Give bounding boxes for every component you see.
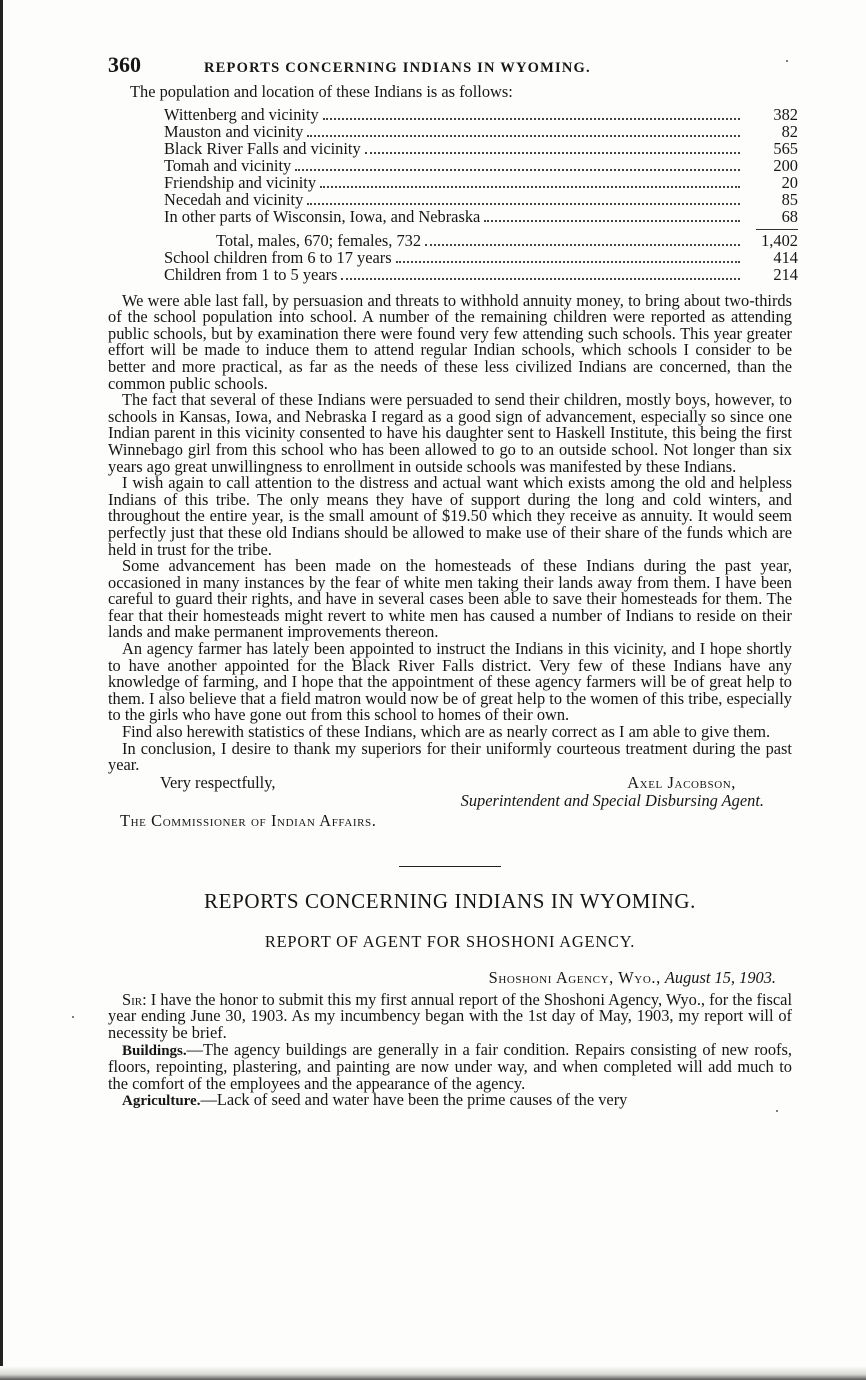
- row-label: In other parts of Wisconsin, Iowa, and Nebraska: [164, 206, 481, 226]
- row-value: 214: [773, 264, 798, 284]
- closing-salutation: Very respectfully,: [160, 772, 276, 792]
- running-head: [108, 52, 792, 84]
- dot-leader: [396, 261, 740, 263]
- row-value: 68: [781, 206, 798, 226]
- row-label: Black River Falls and vicinity: [164, 138, 361, 158]
- agriculture-text: —Lack of seed and water have been the prime causes of the very: [200, 1090, 628, 1110]
- buildings-heading: Buildings.: [122, 1042, 187, 1059]
- row-label: Mauston and vicinity: [164, 121, 304, 141]
- section-title: REPORTS CONCERNING INDIANS IN WYOMING.: [204, 888, 696, 913]
- signer-name: Axel Jacobson,: [627, 772, 736, 792]
- row-label: School children from 6 to 17 years: [164, 247, 392, 267]
- report-title: REPORT OF AGENT FOR SHOSHONI AGENCY.: [264, 931, 636, 951]
- paragraph: Find also herewith statistics of these Indians, which are as nearly correct as I am able to give them.: [122, 722, 771, 742]
- section-divider: [399, 866, 501, 867]
- row-value: 565: [773, 138, 798, 158]
- total-value: 1,402: [761, 230, 798, 250]
- row-value: 82: [781, 121, 798, 141]
- addressee: The Commissioner of Indian Affairs.: [120, 810, 377, 830]
- dot-leader: [365, 152, 740, 154]
- population-intro: The population and location of these Indians is as follows:: [130, 82, 513, 101]
- paragraph: Some advancement has been made on the homesteads of these Indians during the past year, occasioned in many instances by the fear of white men taking their lands away from them. I have been careful to guard their rights, and have in several cases been able to save their homesteads for them. The fear that their homesteads might revert to white men has caused a number of Indians to reside on their lands and make permanent improvements thereon.: [108, 556, 792, 642]
- population-table: [164, 104, 798, 284]
- scan-bottom-edge: [0, 1366, 866, 1380]
- paragraph: The fact that several of these Indians were persuaded to send their children, mostly boys, however, to schools in Kansas, Iowa, and Nebraska I regard as a good sign of advancement, especially so since one Indian parent in this vicinity consented to have his daughter sent to Haskell Institute, this being the first Winnebago girl from this school who has been allowed to go to an outside school. Not longer than six years ago great unwillingness to enrollment in outside schools was manifested by these Indians.: [108, 390, 792, 476]
- paragraph: An agency farmer has lately been appointed to instruct the Indians in this vicinity, and I hope shortly to have another appointed for the Black River Falls district. Very few of these Indians have any knowledge of farming, and I hope that the appointment of these agency farmers will be of great help to them. I also believe that a field matron would now be of great help to the women of this tribe, especially to the girls who have gone out from this school to homes of their own.: [108, 639, 792, 725]
- dot-leader: [295, 169, 740, 171]
- dot-leader: [307, 203, 740, 205]
- row-label: Wittenberg and vicinity: [164, 104, 319, 124]
- dot-leader: [484, 220, 740, 222]
- opening-paragraph: [108, 989, 792, 1042]
- dot-leader: [320, 186, 740, 188]
- document-page: [108, 52, 798, 1110]
- running-title: REPORTS CONCERNING INDIANS IN WYOMING.: [204, 60, 591, 76]
- signer-title: Superintendent and Special Disbursing Agent.: [460, 790, 764, 810]
- dateline-place: Shoshoni Agency, Wyo.,: [488, 967, 661, 987]
- row-value: 200: [773, 155, 798, 175]
- buildings-text: —The agency buildings are generally in a fair condition. Repairs consisting of new roofs, floors, repointing, plastering, and painting are now under way, and when completed will add much to the comfort of the employees and the appearance of the agency.: [108, 1039, 792, 1093]
- dot-leader: [425, 244, 740, 246]
- paragraph: In conclusion, I desire to thank my superiors for their uniformly courteous treatment during the past year.: [108, 738, 792, 775]
- row-value: 20: [781, 172, 798, 192]
- signature-line: [160, 774, 736, 792]
- table-row: [164, 206, 798, 226]
- page-number: 360: [108, 52, 141, 77]
- agriculture-paragraph: [108, 1092, 792, 1110]
- table-row: [164, 264, 798, 284]
- dateline: [108, 968, 776, 988]
- total-label: Total, males, 670; females, 732: [216, 230, 422, 250]
- row-label: Necedah and vicinity: [164, 189, 304, 209]
- paragraph: I wish again to call attention to the distress and actual want which exists among the old and helpless Indians of this tribe. The only means they have of support during the long and cold winters, and throughout the entire year, is the small amount of $19.50 which they receive as annuity. It would seem perfectly just that these old Indians should be allowed to make use of their share of the funds which are held in trust for the tribe.: [108, 473, 792, 559]
- paragraph: We were able last fall, by persuasion and threats to withhold annuity money, to bring about two-thirds of the school population into school. A number of the remaining children were reported as attending public schools, but by examination there were found very few attending such schools. This year greater effort will be made to induce them to attend regular Indian schools, which schools I consider to be better and more practical, as far as the needs of these less civilized Indians are concerned, than the common public schools.: [108, 290, 792, 393]
- total-rule: [756, 229, 798, 230]
- dot-leader: [341, 278, 740, 280]
- buildings-paragraph: [108, 1039, 792, 1093]
- row-value: 85: [781, 189, 798, 209]
- row-label: Tomah and vicinity: [164, 155, 292, 175]
- row-value: 382: [773, 104, 798, 124]
- dot-leader: [323, 118, 740, 120]
- salutation: Sir:: [122, 989, 147, 1009]
- dateline-date: August 15, 1903.: [664, 967, 776, 987]
- opening-text: I have the honor to submit this my first annual report of the Shoshoni Agency, Wyo., for the fiscal year ending June 30, 1903. As my incumbency began with the 1st day of May, 1903, my report will of necessity be brief.: [108, 989, 792, 1042]
- row-label: Friendship and vicinity: [164, 172, 317, 192]
- scan-edge: [0, 0, 3, 1380]
- dot-leader: [307, 135, 740, 137]
- row-value: 414: [773, 247, 798, 267]
- row-label: Children from 1 to 5 years: [164, 264, 338, 284]
- agriculture-heading: Agriculture.: [122, 1093, 201, 1110]
